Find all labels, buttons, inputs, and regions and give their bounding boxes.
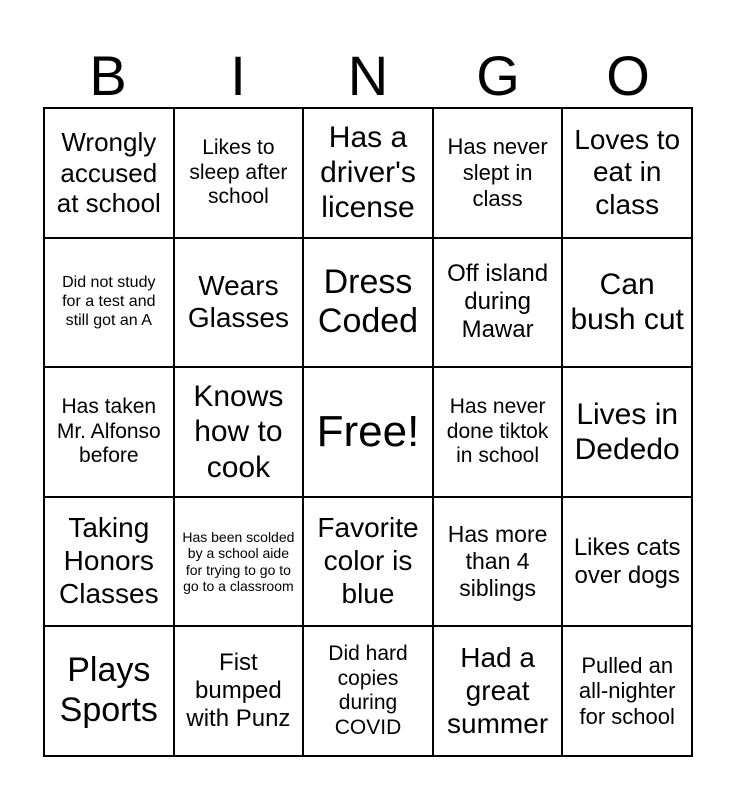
cell-text: Likes to sleep after school: [189, 135, 288, 209]
cell-text: Taking Honors Classes: [59, 512, 159, 609]
cell-text: Has never slept in class: [447, 134, 548, 211]
cell-text: Has a driver's license: [320, 121, 416, 225]
cell-text: Has taken Mr. Alfonso before: [56, 395, 161, 468]
bingo-cell-1-4[interactable]: [433, 108, 563, 238]
bingo-cell-3-2[interactable]: [174, 367, 304, 497]
bingo-cell-3-1[interactable]: [44, 367, 174, 497]
bingo-cell-3-3-free-space[interactable]: [303, 367, 433, 497]
bingo-cell-1-2[interactable]: [174, 108, 304, 238]
cell-text: Did hard copies during COVID: [328, 642, 408, 739]
bingo-cell-2-3[interactable]: [303, 238, 433, 368]
bingo-cell-4-1[interactable]: [44, 497, 174, 627]
header-letter-o: O: [606, 44, 650, 107]
bingo-cell-5-1[interactable]: [44, 626, 174, 756]
cell-text: Dress Coded: [317, 262, 419, 341]
bingo-cell-2-5[interactable]: [562, 238, 692, 368]
cell-text: Fist bumped with Punz: [186, 649, 291, 733]
cell-text: Wrongly accused at school: [56, 127, 161, 218]
cell-text: Free!: [316, 407, 420, 457]
cell-text: Has never done tiktok in school: [446, 395, 549, 468]
cell-text: Off island during Mawar: [447, 260, 549, 344]
bingo-cell-2-2[interactable]: [174, 238, 304, 368]
bingo-cell-4-4[interactable]: [433, 497, 563, 627]
bingo-cell-4-2[interactable]: [174, 497, 304, 627]
bingo-cell-2-4[interactable]: [433, 238, 563, 368]
cell-text: Loves to eat in class: [574, 123, 681, 221]
cell-text: Had a great summer: [447, 642, 549, 739]
bingo-cell-5-5[interactable]: [562, 626, 692, 756]
cell-text: Plays Sports: [59, 651, 158, 730]
bingo-cell-5-3[interactable]: [303, 626, 433, 756]
bingo-cell-1-1[interactable]: [44, 108, 174, 238]
cell-text: Can bush cut: [570, 268, 684, 337]
cell-text: Likes cats over dogs: [573, 533, 681, 589]
header-letter-g: G: [476, 44, 520, 107]
cell-text: Has been scolded by a school aide for trying to go to go to a classroom: [182, 528, 295, 594]
header-letter-b: B: [89, 44, 127, 107]
cell-text: Pulled an all-nighter for school: [578, 652, 676, 730]
cell-text: Did not study for a test and still got an A: [62, 274, 156, 329]
cell-text: Favorite color is blue: [317, 512, 419, 609]
cell-text: Knows how to cook: [193, 380, 284, 484]
bingo-board: [43, 107, 693, 757]
bingo-cell-4-3[interactable]: [303, 497, 433, 627]
cell-text: Has more than 4 siblings: [447, 521, 548, 602]
header-letter-i: I: [230, 44, 246, 107]
cell-text: Lives in Dededo: [574, 397, 680, 466]
cell-text: Wears Glasses: [187, 269, 289, 334]
bingo-cell-5-2[interactable]: [174, 626, 304, 756]
bingo-cell-5-4[interactable]: [433, 626, 563, 756]
bingo-header: [43, 44, 693, 108]
bingo-cell-1-3[interactable]: [303, 108, 433, 238]
bingo-cell-2-1[interactable]: [44, 238, 174, 368]
bingo-cell-1-5[interactable]: [562, 108, 692, 238]
header-letter-n: N: [347, 44, 389, 107]
bingo-cell-3-4[interactable]: [433, 367, 563, 497]
bingo-cell-3-5[interactable]: [562, 367, 692, 497]
bingo-cell-4-5[interactable]: [562, 497, 692, 627]
